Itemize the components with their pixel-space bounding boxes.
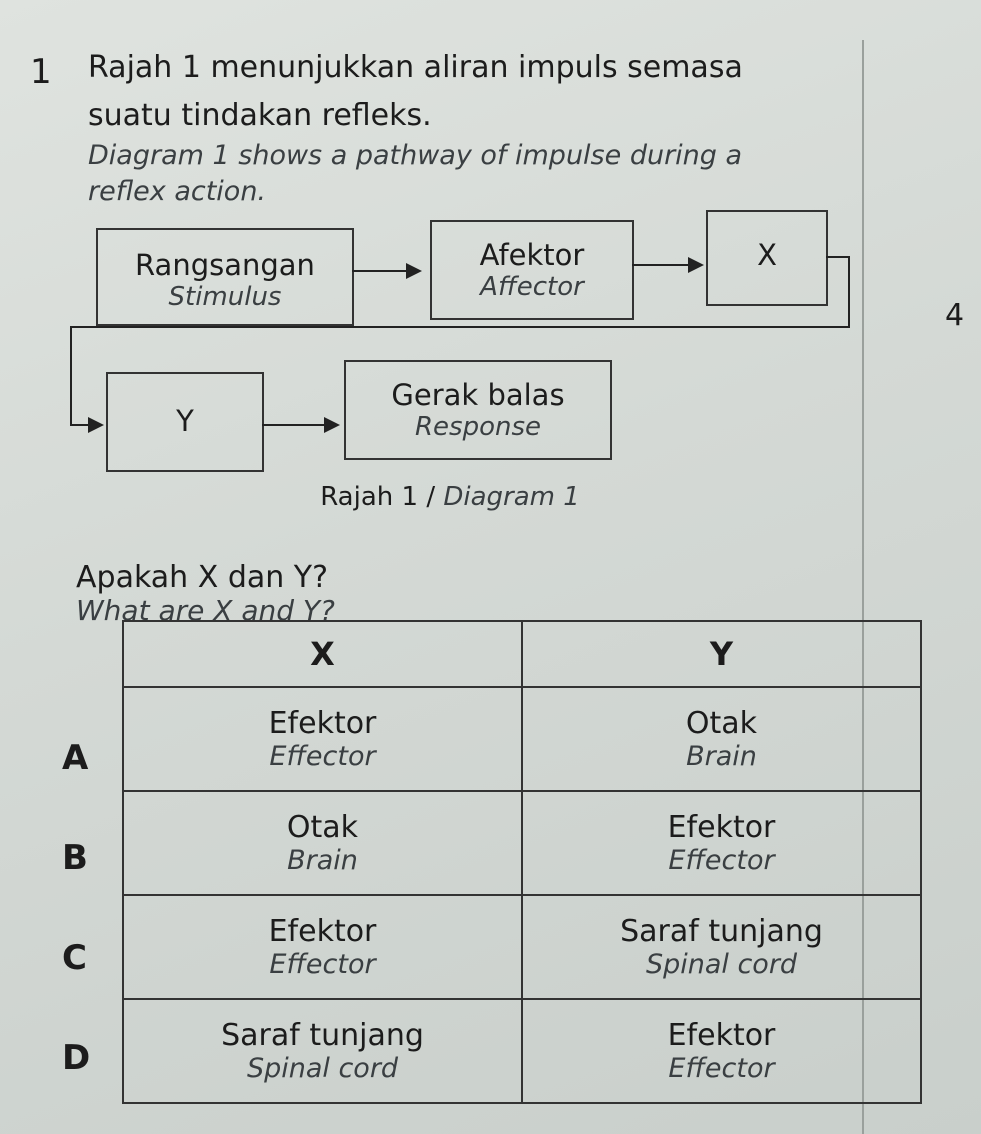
x-box — [706, 210, 828, 306]
column-header-y: Y — [522, 621, 921, 687]
option-letter-b[interactable]: B — [62, 838, 88, 878]
option-a-x-malay: Efektor — [268, 706, 377, 741]
affector-label-malay: Afektor — [479, 238, 585, 272]
diagram-caption — [0, 482, 900, 512]
option-c-x-malay: Efektor — [268, 914, 377, 949]
option-a-x-english: Effector — [269, 741, 376, 772]
connector-x-right — [826, 256, 850, 258]
option-c-y-english: Spinal cord — [645, 949, 798, 980]
option-b-y-malay: Efektor — [667, 810, 776, 845]
table-header-row — [123, 621, 921, 687]
option-c-y-cell — [522, 895, 921, 999]
option-row-b[interactable] — [123, 791, 921, 895]
arrow-into-y — [70, 424, 102, 426]
option-d-x-english: Spinal cord — [246, 1053, 399, 1084]
question-stem-malay-line2: suatu tindakan refleks. — [88, 98, 432, 133]
option-b-y-english: Effector — [668, 845, 775, 876]
y-label: Y — [176, 404, 194, 438]
option-letter-d[interactable]: D — [62, 1038, 91, 1078]
option-c-x-cell — [123, 895, 522, 999]
question-stem-malay-line1: Rajah 1 menunjukkan aliran impuls semasa — [88, 50, 743, 85]
answer-options-table — [122, 620, 922, 1104]
option-c-x-english: Effector — [269, 949, 376, 980]
x-label: X — [757, 238, 777, 272]
response-label-english: Response — [414, 412, 542, 442]
diagram-caption-malay: Rajah 1 / — [320, 482, 444, 512]
option-row-d[interactable] — [123, 999, 921, 1103]
question-stem-english-line2: reflex action. — [88, 176, 267, 207]
option-d-y-english: Effector — [668, 1053, 775, 1084]
option-row-c[interactable] — [123, 895, 921, 999]
stimulus-label-malay: Rangsangan — [135, 248, 315, 282]
question-stem-english-line1: Diagram 1 shows a pathway of impulse during a — [88, 140, 743, 171]
option-a-x-cell — [123, 687, 522, 791]
option-d-x-malay: Saraf tunjang — [221, 1018, 424, 1053]
option-b-y-cell — [522, 791, 921, 895]
option-letter-a[interactable]: A — [62, 738, 89, 778]
option-d-x-cell — [123, 999, 522, 1103]
connector-x-down — [848, 256, 850, 328]
y-box — [106, 372, 264, 472]
option-b-x-cell — [123, 791, 522, 895]
question-number: 1 — [30, 52, 52, 92]
option-d-y-malay: Efektor — [667, 1018, 776, 1053]
diagram-caption-english: Diagram 1 — [443, 482, 580, 512]
option-b-x-malay: Otak — [286, 810, 359, 845]
option-letter-c[interactable]: C — [62, 938, 87, 978]
option-a-y-cell — [522, 687, 921, 791]
connector-back-left — [70, 326, 850, 328]
column-header-x: X — [123, 621, 522, 687]
option-b-x-english: Brain — [287, 845, 358, 876]
option-c-y-malay: Saraf tunjang — [620, 914, 823, 949]
question-ask-malay: Apakah X dan Y? — [76, 560, 329, 595]
option-a-y-malay: Otak — [685, 706, 758, 741]
stimulus-label-english: Stimulus — [168, 282, 282, 312]
question-ask-english: What are X and Y? — [76, 594, 335, 627]
arrow-stimulus-to-affector — [352, 270, 420, 272]
option-a-y-english: Brain — [686, 741, 757, 772]
margin-mark: 4 — [945, 298, 965, 333]
affector-box — [430, 220, 634, 320]
arrow-y-to-response — [262, 424, 338, 426]
response-label-malay: Gerak balas — [391, 378, 565, 412]
connector-down-to-y — [70, 326, 72, 426]
option-d-y-cell — [522, 999, 921, 1103]
stimulus-box — [96, 228, 354, 326]
affector-label-english: Affector — [480, 272, 584, 302]
option-row-a[interactable] — [123, 687, 921, 791]
arrow-affector-to-x — [632, 264, 702, 266]
response-box — [344, 360, 612, 460]
